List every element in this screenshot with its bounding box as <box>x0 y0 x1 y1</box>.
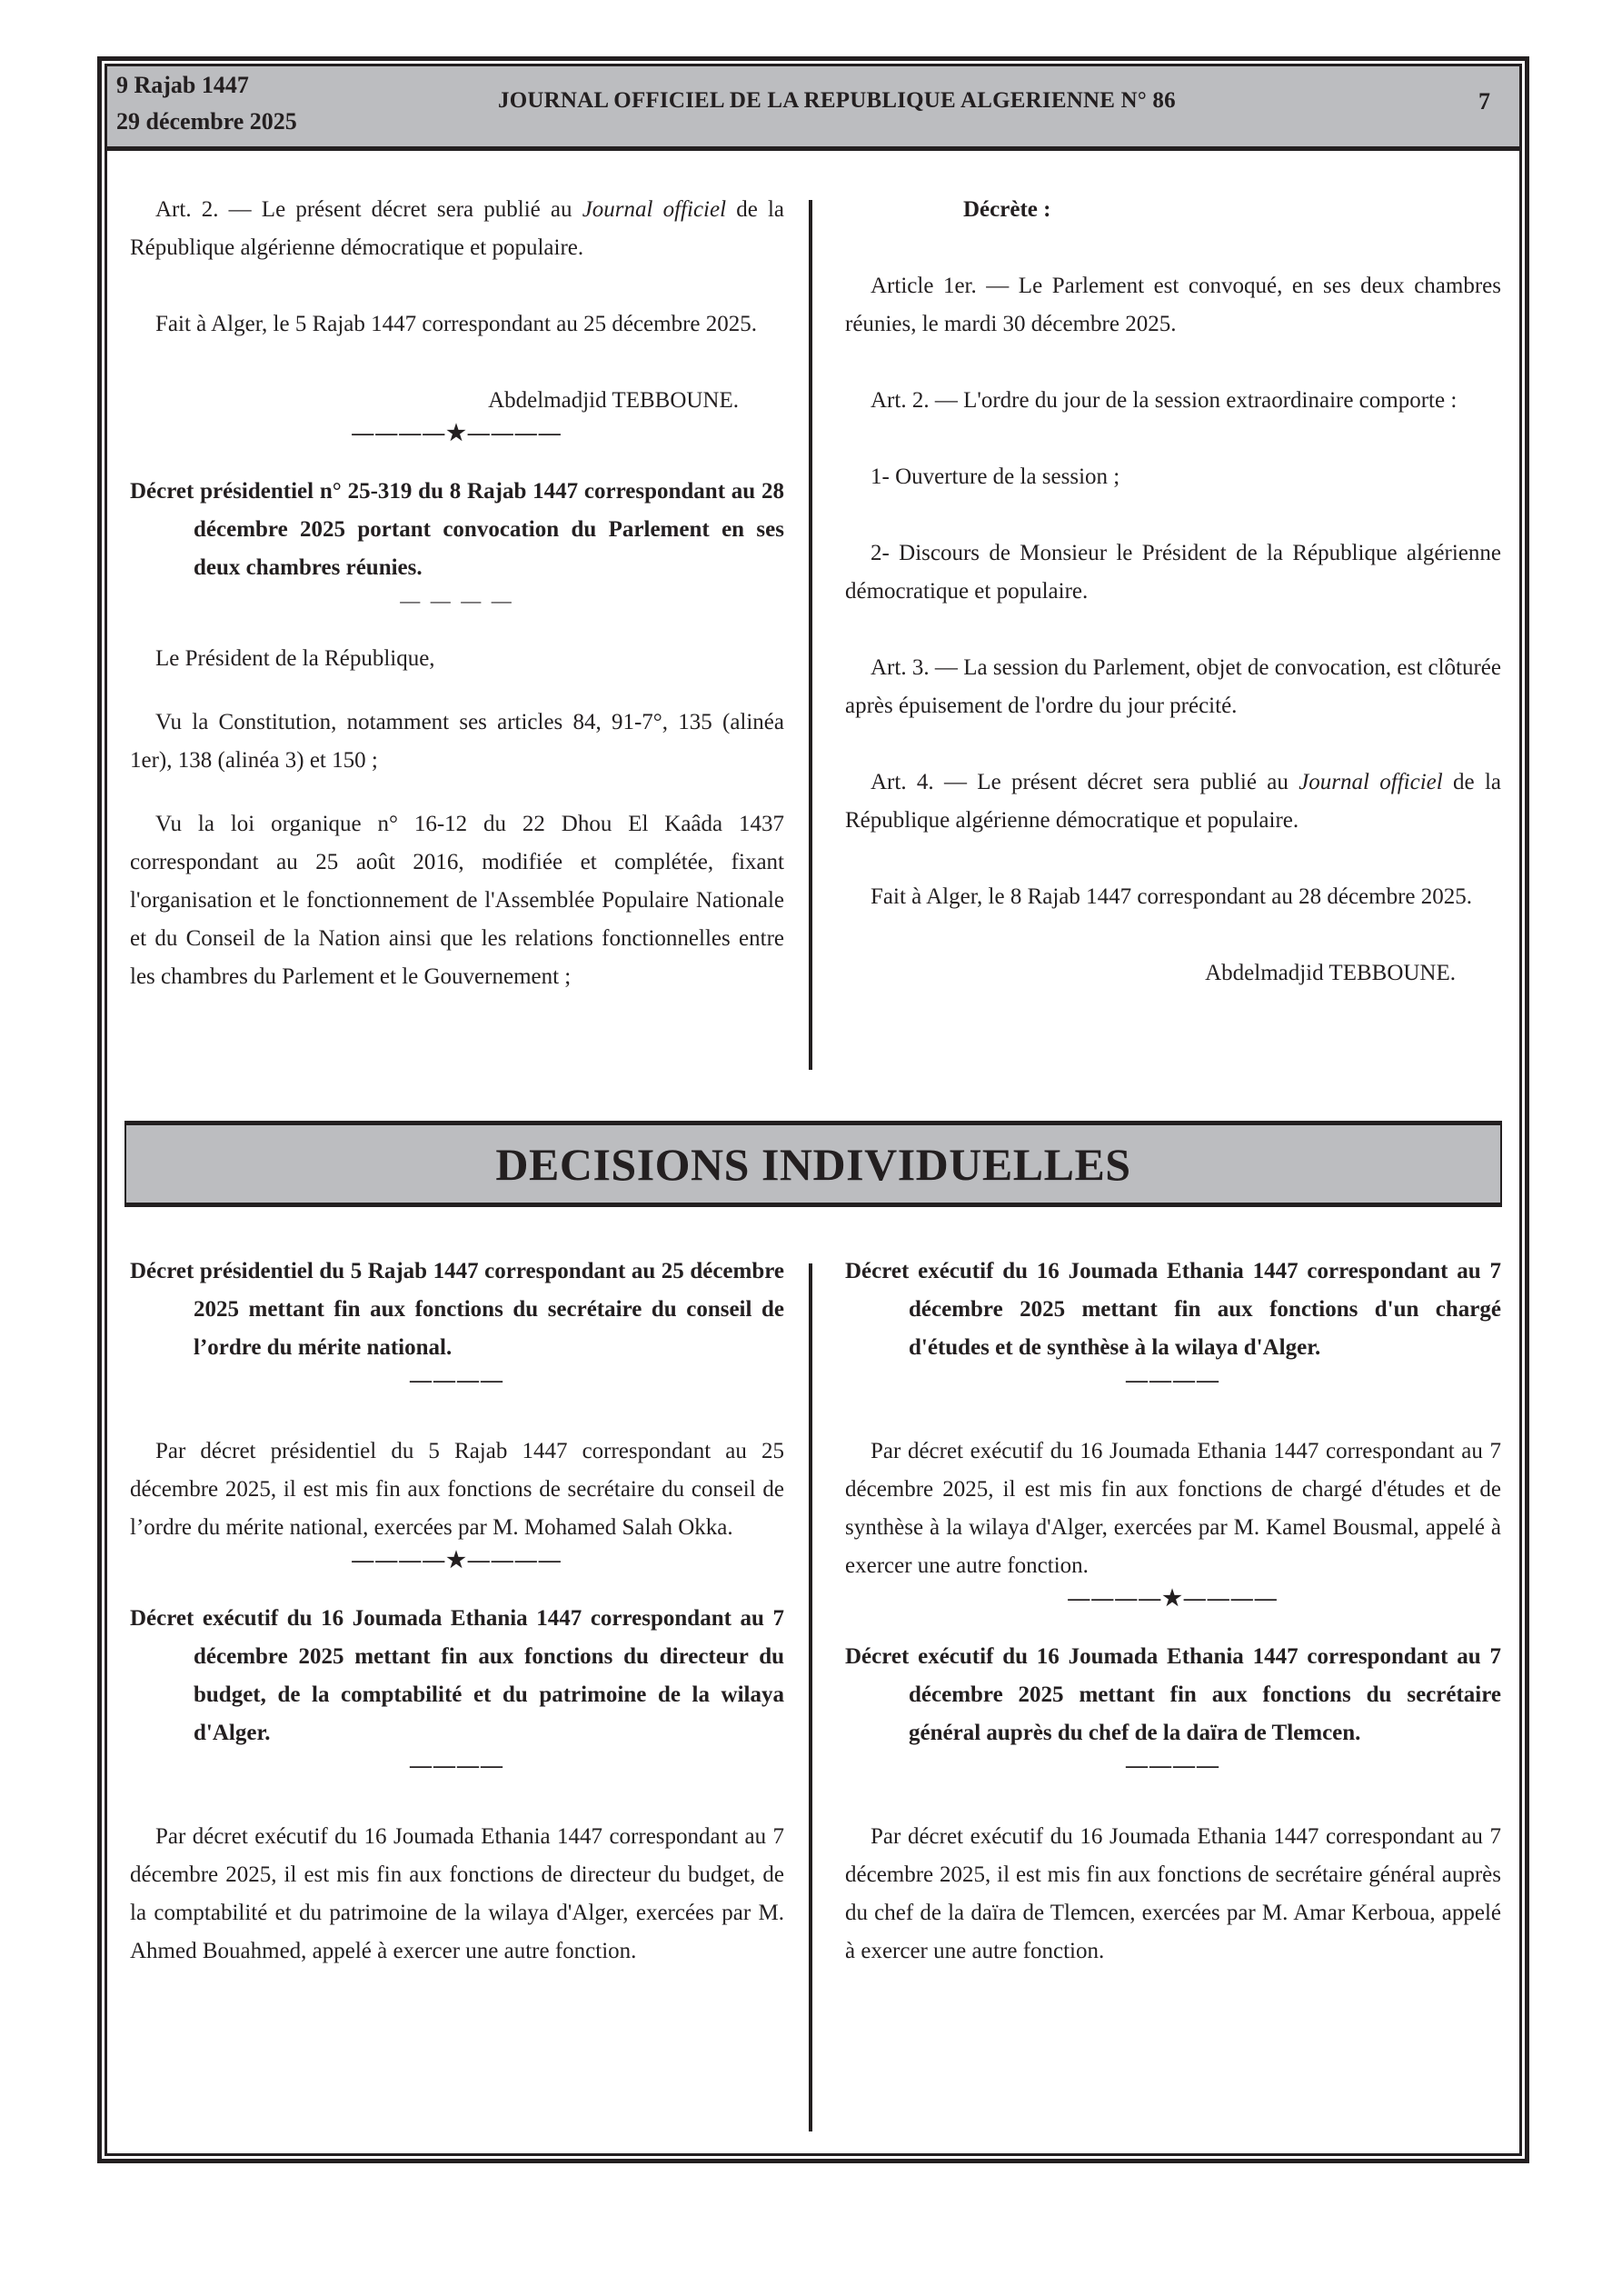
decree-title: Décret présidentiel du 5 Rajab 1447 correspondant au 25 décembre 2025 mettant fin aux fonctions du secrétaire du conseil de l’ordre du mérite national. <box>130 1259 784 1360</box>
header-hijri-date: 9 Rajab 1447 <box>116 72 249 98</box>
thin-separator: — — — — <box>400 589 514 612</box>
article-1: Article 1er. — Le Parlement est convoqué, en ses deux chambres réunies, le mardi 30 décembre 2025. <box>845 274 1501 336</box>
decree-title: Décret exécutif du 16 Joumada Ethania 1447 correspondant au 7 décembre 2025 mettant fin aux fonctions du directeur du budget, de la comptabilité et du patrimoine de la wilaya d'Alger. <box>130 1606 784 1745</box>
agenda-item-1: 1- Ouverture de la session ; <box>871 464 1120 489</box>
vu-loi-organique: Vu la loi organique n° 16-12 du 22 Dhou El Kaâda 1437 correspondant au 25 août 2016, modifiée et complétée, fixant l'organisation et le fonctionnement de l'Assemblée Populaire Nationale et du Conseil de la Nation ainsi que les relations fonctionnelles entre les chambres du Parlement et le Gouvernement ; <box>130 812 784 989</box>
decree-body: Par décret exécutif du 16 Joumada Ethania 1447 correspondant au 7 décembre 2025, il est mis fin aux fonctions de directeur du budget, de la comptabilité et du patrimoine de la wilaya d'Alger, exercées par M. Ahmed Bouahmed, appelé à exercer une autre fonction. <box>130 1824 784 1963</box>
page-number: 7 <box>1478 88 1490 115</box>
article-4 <box>845 764 1501 840</box>
journal-title: JOURNAL OFFICIEL DE LA REPUBLIQUE ALGERIENNE N° 86 <box>498 88 1176 113</box>
short-separator: ———— <box>410 1754 504 1778</box>
decree-body: Par décret exécutif du 16 Joumada Ethania 1447 correspondant au 7 décembre 2025, il est mis fin aux fonctions de secrétaire général auprès du chef de la daïra de Tlemcen, exercées par M. Amar Kerboua, appelé à exercer une autre fonction. <box>845 1824 1501 1963</box>
journal-officiel-italic: Journal officiel <box>582 197 727 222</box>
art4-text-suffix: de la République algérienne démocratique et populaire. <box>845 770 1501 833</box>
journal-officiel-italic: Journal officiel <box>1299 770 1443 794</box>
president-line: Le Président de la République, <box>155 646 435 671</box>
art2-text: Art. 2. — Le présent décret sera publié au <box>155 197 582 222</box>
decree-title: Décret présidentiel n° 25-319 du 8 Rajab 1447 correspondant au 28 décembre 2025 portant convocation du Parlement en ses deux chambres réunies. <box>130 479 784 580</box>
upper-right-column <box>845 191 1501 993</box>
lower-right-column <box>845 1253 1501 1971</box>
article-3: Art. 3. — La session du Parlement, objet de convocation, est clôturée après épuisement de l'ordre du jour précité. <box>845 655 1501 718</box>
fait-a-alger: Fait à Alger, le 8 Rajab 1447 correspondant au 28 décembre 2025. <box>871 884 1472 909</box>
art2-text-suffix: de la République algérienne démocratique et populaire. <box>130 197 784 260</box>
agenda-item-2: 2- Discours de Monsieur le Président de la République algérienne démocratique et populaire. <box>845 541 1501 604</box>
signature: Abdelmadjid TEBBOUNE. <box>1205 961 1456 985</box>
star-separator: ————★———— <box>352 1549 562 1572</box>
section-title: DECISIONS INDIVIDUELLES <box>495 1138 1131 1190</box>
signature: Abdelmadjid TEBBOUNE. <box>488 388 739 413</box>
decree-body: Par décret exécutif du 16 Joumada Ethania 1447 correspondant au 7 décembre 2025, il est mis fin aux fonctions de chargé d'études et de synthèse à la wilaya d'Alger, exercées par M. Kamel Bousmal, appelé à exercer une autre fonction. <box>845 1439 1501 1578</box>
vu-constitution: Vu la Constitution, notamment ses articles 84, 91-7°, 135 (alinéa 1er), 138 (alinéa 3) et 150 ; <box>130 710 784 773</box>
decree-title: Décret exécutif du 16 Joumada Ethania 1447 correspondant au 7 décembre 2025 mettant fin aux fonctions du secrétaire général auprès du chef de la daïra de Tlemcen. <box>845 1644 1501 1745</box>
column-divider-top <box>809 200 812 1070</box>
short-separator: ———— <box>410 1369 504 1393</box>
article-2: Art. 2. — L'ordre du jour de la session extraordinaire comporte : <box>871 388 1458 413</box>
decrete-label: Décrète : <box>963 197 1051 222</box>
section-header-box <box>124 1121 1502 1207</box>
page-header <box>107 66 1519 151</box>
column-divider-bottom <box>809 1263 812 2131</box>
upper-left-column <box>130 191 784 996</box>
short-separator: ———— <box>1126 1754 1220 1778</box>
star-separator: ————★———— <box>352 422 562 445</box>
star-separator: ————★———— <box>1068 1587 1279 1611</box>
header-gregorian-date: 29 décembre 2025 <box>116 108 297 135</box>
decree-title: Décret exécutif du 16 Joumada Ethania 1447 correspondant au 7 décembre 2025 mettant fin aux fonctions d'un chargé d'études et de synthèse à la wilaya d'Alger. <box>845 1259 1501 1360</box>
decree-body: Par décret présidentiel du 5 Rajab 1447 correspondant au 25 décembre 2025, il est mis fin aux fonctions de secrétaire du conseil de l’ordre du mérite national, exercées par M. Mohamed Salah Okka. <box>130 1439 784 1540</box>
art4-text: Art. 4. — Le présent décret sera publié au <box>871 770 1299 794</box>
fait-a-alger: Fait à Alger, le 5 Rajab 1447 correspondant au 25 décembre 2025. <box>155 312 757 336</box>
art2-paragraph <box>130 191 784 267</box>
lower-left-column <box>130 1253 784 1971</box>
short-separator: ———— <box>1126 1369 1220 1393</box>
